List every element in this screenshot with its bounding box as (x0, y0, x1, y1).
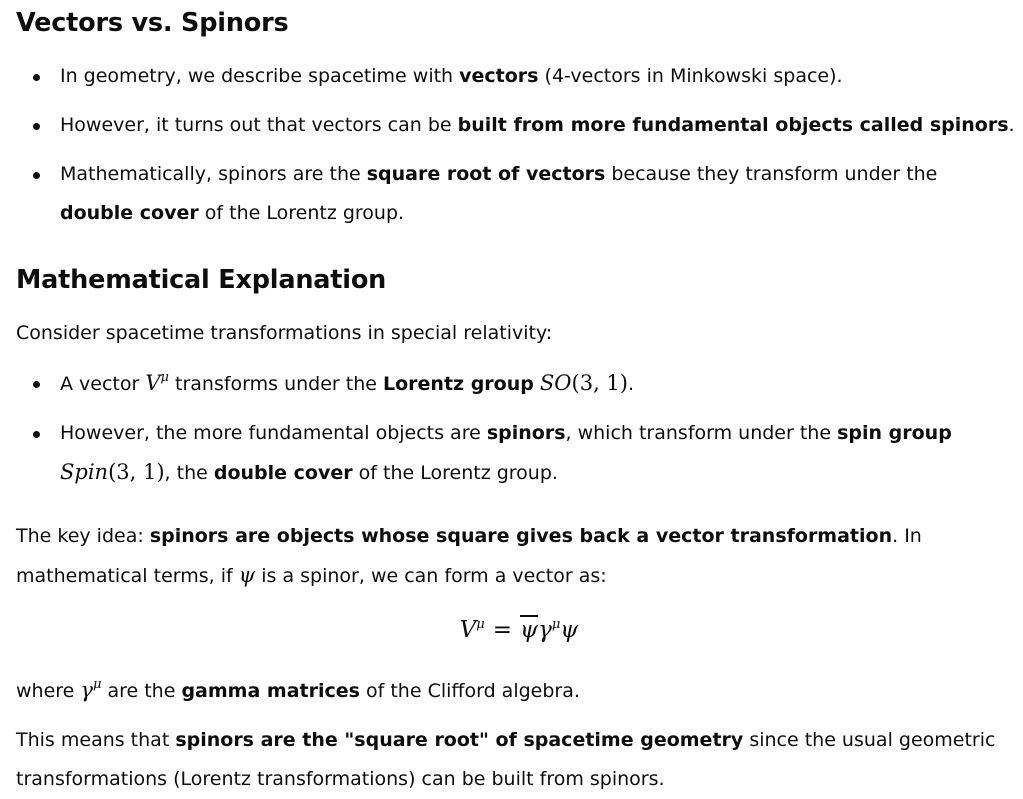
bullet-text: Mathematically, spinors are the (60, 163, 367, 185)
eq-gamma: γ (538, 617, 552, 643)
bullet-item (16, 414, 1016, 493)
math-psi: ψ (238, 563, 256, 587)
bullet-text: transforms under the (168, 373, 383, 395)
bullet-text: , which transform under the (565, 422, 838, 444)
bold-term: built from more fundamental objects called spinors (457, 114, 1009, 136)
bullet-text: In geometry, we describe spacetime with (60, 65, 460, 87)
bullet-item (16, 364, 1016, 404)
bullet-item (16, 106, 1016, 145)
bullet-list-vectors-spinors (16, 57, 1016, 233)
math-gamma-mu: $\gamma^\mu$ (80, 677, 102, 702)
bold-term: double cover (60, 202, 199, 224)
bold-term: Lorentz group (383, 373, 534, 395)
bullet-text: , the (164, 462, 214, 484)
bold-term: spin group (837, 422, 952, 444)
math-so31: SO(3, 1) (539, 371, 628, 395)
bold-term: spinors (486, 422, 566, 444)
eq-equals: = (492, 617, 513, 643)
eq-lhs: V (459, 617, 477, 643)
intro-paragraph: Consider spacetime transformations in special relativity: (16, 322, 553, 344)
eq-gamma-sup: μ (551, 617, 561, 632)
bold-term: vectors (459, 65, 539, 87)
bullet-item (16, 155, 1016, 233)
key-idea-paragraph: The key idea: spinors are objects whose square gives back a vector transformation. In mathematical terms, if ψ is a spinor, we can form a vector as: (16, 525, 922, 587)
bullet-text: because they transform under the (605, 163, 938, 185)
bold-term: square root of vectors (366, 163, 606, 185)
math-spin31: Spin(3, 1) (60, 460, 165, 484)
bold-term: spinors are objects whose square gives back a vector transformation (149, 525, 893, 547)
bold-term: double cover (213, 462, 353, 484)
eq-psi-bar: $\overline{\psi}$ (520, 617, 539, 643)
bullet-text: However, the more fundamental objects are (60, 422, 487, 444)
bullet-item (16, 57, 1016, 96)
eq-lhs-sup: μ (476, 617, 485, 632)
bold-term: gamma matrices (181, 680, 360, 702)
section-heading-vectors-vs-spinors: Vectors vs. Spinors (16, 8, 289, 38)
bullet-text: of the Lorentz group. (352, 462, 558, 484)
math-vector-v-mu: $V^\mu$ (145, 370, 169, 395)
where-paragraph: where $\gamma^\mu$ are the gamma matrices of the Clifford algebra. (16, 677, 580, 702)
bullet-text: (4-vectors in Minkowski space). (538, 65, 843, 87)
bullet-text: of the Lorentz group. (198, 202, 405, 224)
eq-psi: ψ (560, 617, 579, 643)
bullet-text: . (1008, 114, 1015, 136)
bullet-text: However, it turns out that vectors can be (60, 114, 458, 136)
display-equation (16, 610, 1022, 650)
bullet-text: . (627, 373, 635, 395)
bullet-text: A vector (60, 373, 146, 395)
bullet-list-math (16, 364, 1016, 493)
section-heading-mathematical-explanation: Mathematical Explanation (16, 265, 387, 295)
conclusion-paragraph: This means that spinors are the "square root" of spacetime geometry since the usual geometric transformations (Lorentz transformations) can be built from spinors. (16, 729, 996, 790)
bold-term: spinors are the "square root" of spacetime geometry (175, 729, 744, 751)
